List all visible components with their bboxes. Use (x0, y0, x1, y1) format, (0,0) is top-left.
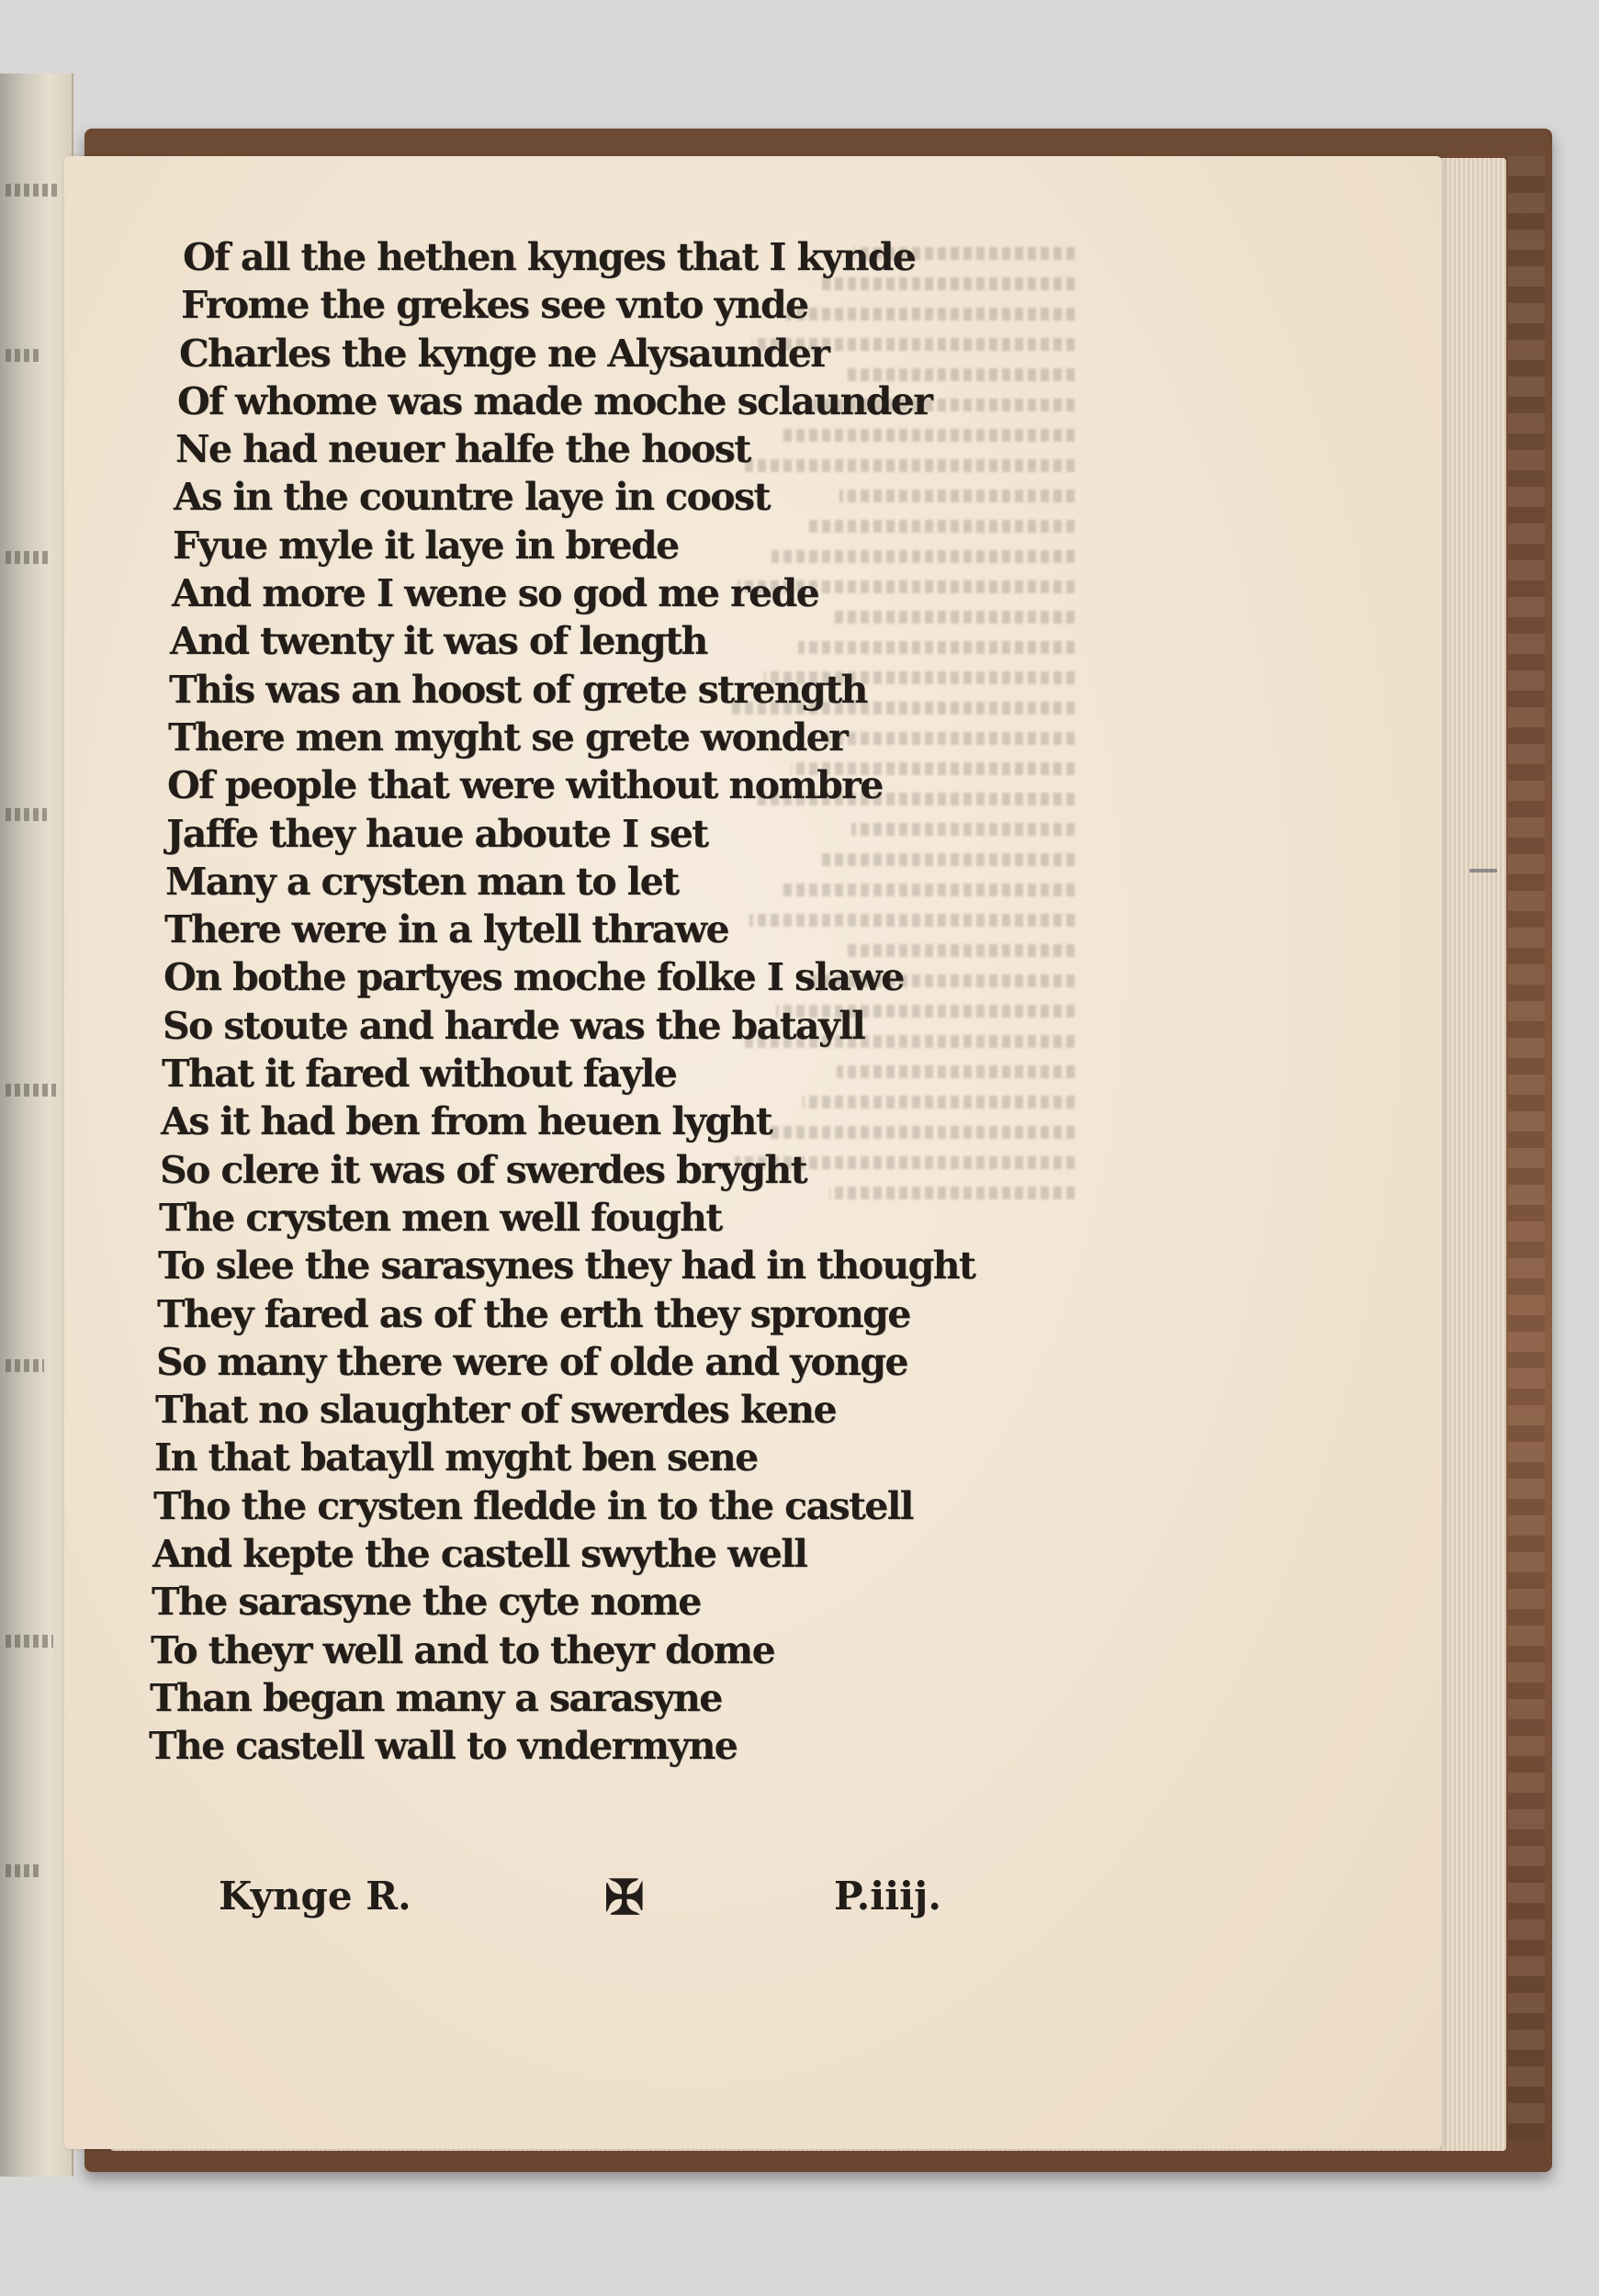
verse-line: That it fared without fayle (162, 1052, 677, 1097)
signature-mark: Kynge R. (219, 1874, 411, 1919)
verse-line: So clere it was of swerdes bryght (160, 1147, 806, 1192)
verse-line: And twenty it was of length (170, 619, 707, 664)
verse-line: As in the countre laye in coost (174, 475, 770, 520)
left-page-text-fragment (6, 551, 51, 564)
verse-line: As it had ben from heuen lyght (161, 1099, 772, 1144)
verse-line: Of whome was made moche sclaunder (177, 378, 932, 423)
cross-ornament: ✠ (604, 1870, 645, 1926)
verse-line: The crysten men well fought (159, 1195, 722, 1240)
verse-line: To slee the sarasynes they had in thought (158, 1244, 975, 1289)
verse-line: Of people that were without nombre (167, 763, 883, 808)
verse-line: Fyue myle it laye in brede (173, 523, 679, 568)
verse-line: They fared as of the erth they spronge (157, 1291, 910, 1336)
page-footer (219, 1870, 981, 1929)
folio-number: P.iiij. (834, 1874, 941, 1919)
left-page-text-fragment (6, 1864, 40, 1877)
left-page-text-fragment (6, 184, 61, 197)
left-facing-page-edge (0, 73, 73, 2177)
verse-line: Of all the hethen kynges that I kynde (183, 235, 916, 279)
verse-line: The castell wall to vndermyne (149, 1724, 738, 1769)
left-page-text-fragment (6, 808, 47, 821)
verse-line: So many there were of olde and yonge (156, 1339, 907, 1384)
verse-line: This was an hoost of grete strength (169, 667, 867, 712)
verse-line: Charles the kynge ne Alysaunder (179, 331, 829, 376)
left-page-text-fragment (6, 1635, 53, 1648)
left-page-text-fragment (6, 349, 42, 362)
verse-line: Than began many a sarasyne (150, 1675, 722, 1720)
verse-line: There were in a lytell thrawe (164, 907, 728, 952)
verse-line: Frome the grekes see vnto ynde (181, 283, 808, 328)
verse-line: Many a crysten man to let (165, 859, 679, 904)
verse-line: That no slaughter of swerdes kene (155, 1388, 836, 1433)
page-mark (1470, 869, 1497, 872)
verse-line: Jaffe they haue aboute I set (166, 811, 708, 856)
verse-line: To theyr well and to theyr dome (151, 1627, 775, 1672)
left-page-text-fragment (6, 1084, 56, 1097)
verse-line: So stoute and harde was the batayll (163, 1003, 865, 1048)
verse-line: And more I wene so god me rede (172, 571, 819, 616)
left-page-text-fragment (6, 1359, 44, 1372)
verse-line: Tho the crysten fledde in to the castell (153, 1483, 913, 1528)
verse-line: On bothe partyes moche folke I slawe (163, 955, 904, 1000)
verse-line: The sarasyne the cyte nome (152, 1580, 701, 1625)
poem-text-block (149, 233, 997, 1771)
verse-line: There men myght se grete wonder (168, 715, 848, 760)
verse-line: In that batayll myght ben sene (154, 1435, 758, 1480)
verse-line: Ne had neuer halfe the hoost (175, 427, 750, 472)
verse-line: And kepte the castell swythe well (152, 1532, 807, 1577)
